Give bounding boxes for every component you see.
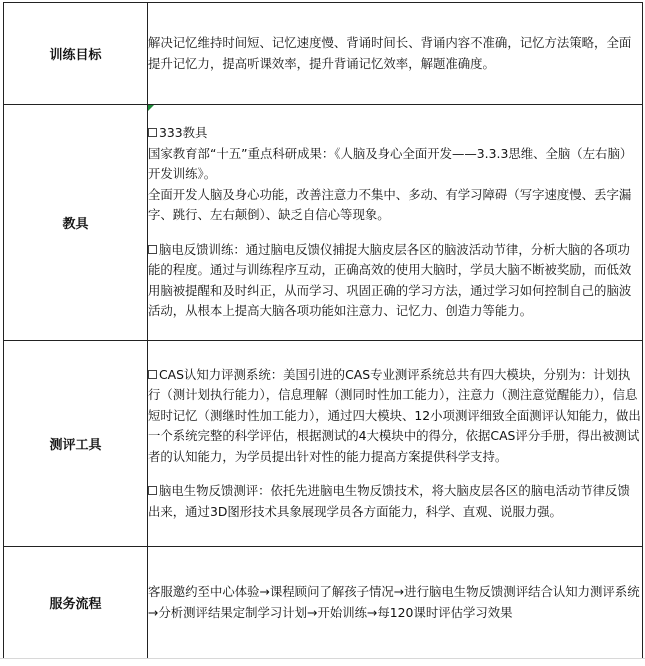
row-content-training-goal[interactable] [148,3,643,105]
teaching-aids-line-2: 全面开发人脑及身心功能，改善注意力不集中、多动、有学习障碍（写字速度慢、丢字漏字、跳行、左右颠倒）、缺乏自信心等现象。 [148,186,632,223]
row-content-service-process[interactable] [148,547,643,659]
table-row-service-process [4,547,643,659]
service-process-text: 客服邀约至中心体验→课程顾问了解孩子情况→进行脑电生物反馈测评结合认知力测评系统→分析测评结果定制学习计划→开始训练→每120课时评估学习效果 [148,584,640,620]
teaching-aids-heading: 333教具 [148,123,642,144]
eeg-bio-feedback-text: 脑电生物反馈测评：依托先进脑电生物反馈技术，将大脑皮层各区的脑电活动节律反馈出来，通过3D图形技术具象展现学员各方面能力，科学、直观、说服力强。 [148,483,630,519]
paragraph-gap [148,226,642,240]
row-label-assessment-tools[interactable]: 测评工具 [4,341,148,547]
checkbox-bullet-icon [148,370,157,379]
row-content-teaching-aids[interactable] [148,105,643,341]
info-table [3,2,643,659]
checkbox-bullet-icon [148,486,157,495]
row-label-teaching-aids[interactable]: 教具 [4,105,148,341]
row-content-assessment-tools[interactable] [148,341,643,547]
table-row-assessment-tools [4,341,643,547]
teaching-aids-line-1: 国家教育部“十五”重点科研成果：《人脑及身心全面开发——3.3.3思维、全脑（左右脑）开发训练》。 [148,145,633,182]
checkbox-bullet-icon [148,128,157,137]
paragraph-gap [148,467,642,481]
training-goal-text: 解决记忆维持时间短、记忆速度慢、背诵时间长、背诵内容不准确，记忆方法策略，全面提升记忆力，提高听课效率，提升背诵记忆效率，解题准确度。 [148,35,632,71]
checkbox-bullet-icon [148,245,157,254]
cas-assessment-text: CAS认知力评测系统：美国引进的CAS专业测评系统总共有四大模块，分别为：计划执行（测计划执行能力），信息理解（测同时性加工能力），注意力（测注意觉醒能力），信息短时记忆（测继时性加工能力），通过四大模块、12小项测评细致全面测评认知能力，做出一个系统完整的科学评估，根据测试的4大模块中的得分，依据CAS评分手册，得出被测试者的认知能力，为学员提出针对性的能力提高方案提供科学支持。 [148,366,641,464]
table-row-training-goal [4,3,643,105]
cell-comment-marker [148,105,154,111]
eeg-feedback-training-text: 脑电反馈训练：通过脑电反馈仪捕捉大脑皮层各区的脑波活动节律，分析大脑的各项功能的程度。通过与训练程序互动，正确高效的使用大脑时，学员大脑不断被奖励，而低效用脑被提醒和及时纠正，从而学习、巩固正确的学习方法，通过学习如何控制自己的脑波活动，从根本上提高大脑各项功能如注意力、记忆力、创造力等能力。 [148,241,632,319]
table-row-teaching-aids [4,105,643,341]
row-label-training-goal[interactable]: 训练目标 [4,3,148,105]
row-label-service-process[interactable]: 服务流程 [4,547,148,659]
